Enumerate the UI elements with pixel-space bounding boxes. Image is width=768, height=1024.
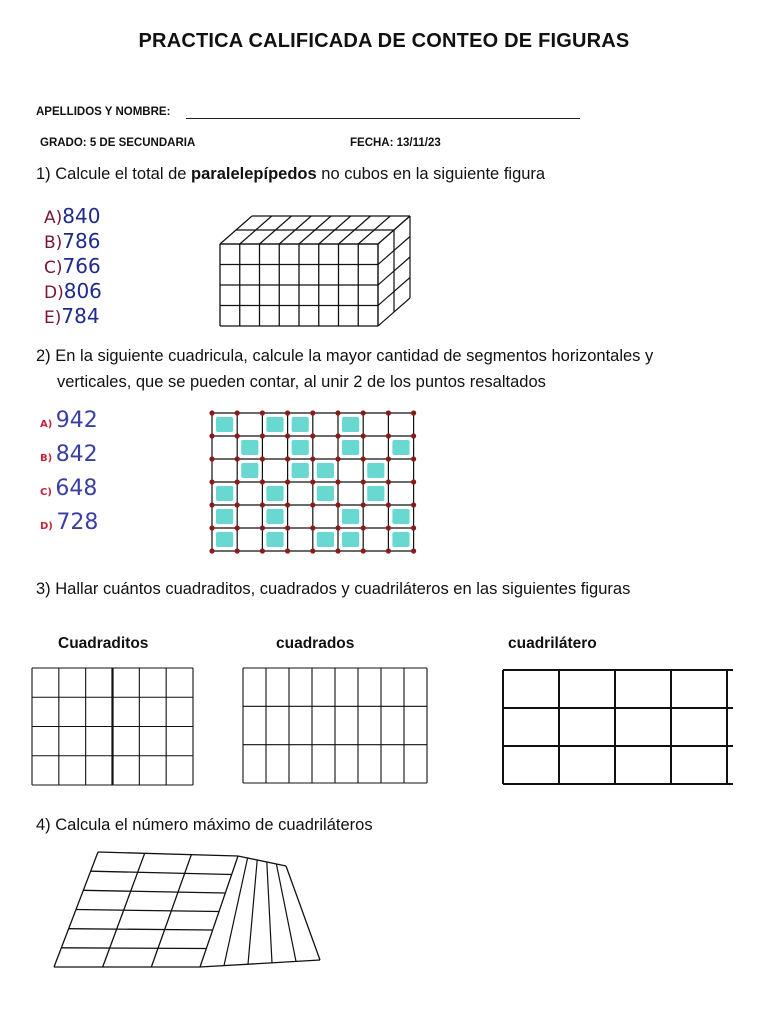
- option-value: 786: [62, 229, 101, 253]
- grade-text: GRADO: 5 DE SECUNDARIA: [40, 137, 196, 149]
- page-title: PRACTICA CALIFICADA DE CONTEO DE FIGURAS: [138, 30, 630, 52]
- option-letter: A): [40, 419, 56, 430]
- option-letter: C): [44, 258, 63, 278]
- panel-strip-line: [248, 860, 257, 964]
- option-letter: A): [44, 208, 63, 228]
- date-text: FECHA: 13/11/23: [350, 137, 441, 149]
- question-4-number: 4): [36, 816, 51, 834]
- panel-strip-line: [276, 864, 296, 961]
- option-value: 806: [63, 279, 102, 303]
- option-value: 648: [55, 476, 98, 501]
- option-letter: B): [40, 453, 56, 464]
- slanted-horizontal-line: [76, 910, 219, 912]
- label-cuadrilatero: cuadrilátero: [508, 635, 597, 652]
- option-value: 766: [62, 254, 101, 278]
- option-letter: E): [44, 308, 62, 328]
- question-1-text-before: Calcule el total de: [55, 165, 187, 183]
- question-2-number: 2): [36, 347, 51, 365]
- panel-strip-line: [267, 862, 272, 963]
- option-letter: B): [44, 233, 63, 253]
- question-4-text: Calcula el número máximo de cuadriláteros: [55, 816, 373, 834]
- name-label: APELLIDOS Y NOMBRE:: [36, 106, 171, 118]
- slanted-horizontal-line: [61, 948, 206, 949]
- option-value: 840: [62, 204, 101, 228]
- label-cuadraditos: Cuadraditos: [58, 635, 149, 652]
- slanted-horizontal-line: [69, 929, 213, 930]
- option-value: 784: [61, 304, 100, 328]
- option-letter: D): [44, 283, 64, 303]
- option-value: 842: [55, 442, 98, 467]
- panel-edge: [238, 856, 286, 866]
- question-3-text: Hallar cuántos cuadraditos, cuadrados y cuadriláteros en las siguientes figuras: [55, 580, 631, 598]
- slanted-horizontal-line: [91, 871, 232, 874]
- option-value: 728: [56, 510, 99, 535]
- option-value: 942: [55, 408, 98, 433]
- panel-edge: [286, 866, 320, 960]
- option-letter: D): [40, 521, 57, 532]
- question-1-text-after: no cubos en la siguiente figura: [321, 165, 546, 183]
- label-cuadrados: cuadrados: [276, 635, 355, 652]
- question-3-number: 3): [36, 580, 51, 598]
- question-1-number: 1): [36, 165, 51, 183]
- panel-edge: [200, 960, 320, 967]
- slanted-horizontal-line: [98, 852, 238, 856]
- slanted-horizontal-line: [83, 890, 225, 893]
- question-2-line2: verticales, que se pueden contar, al unir 2 de los puntos resaltados: [57, 373, 546, 391]
- question-2-line1: En la siguiente cuadricula, calcule la mayor cantidad de segmentos horizontales y: [55, 347, 654, 365]
- question-1-text-bold: paralelepípedos: [191, 165, 317, 183]
- option-letter: C): [40, 487, 56, 498]
